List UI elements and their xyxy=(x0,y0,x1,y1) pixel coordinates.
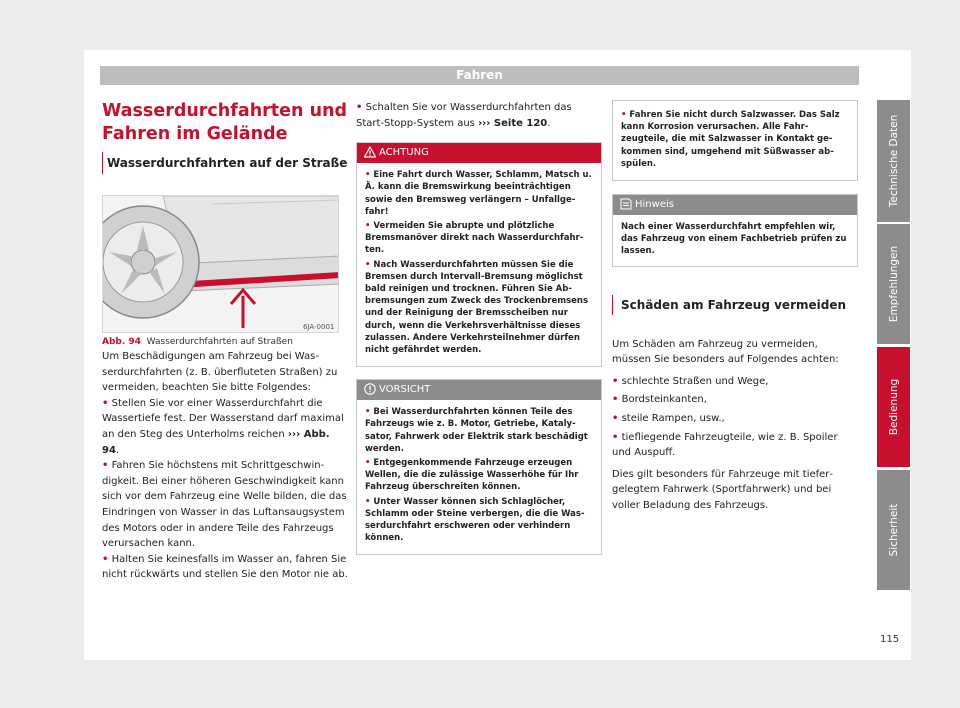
tab-label: Empfehlungen xyxy=(887,245,900,323)
caution-item xyxy=(365,457,593,494)
list-item-text: Stellen Sie vor einer Wasserdurchfahrt die Wassertiefe fest. Der Wasserstand darf maximal an den Steg des Unterholms reichen xyxy=(102,397,344,440)
warning-item-text: Vermeiden Sie abrupte und plötzliche Bremsmanöver direkt nach Wasserdurchfahrten. xyxy=(365,221,584,256)
figure-code: 6JA-0001 xyxy=(303,323,335,331)
bullet-icon: • xyxy=(612,413,619,424)
bullet-icon: • xyxy=(621,110,627,120)
list-item xyxy=(102,458,348,552)
caution-header xyxy=(357,380,601,400)
info-icon xyxy=(620,198,632,210)
caution-box-continued xyxy=(612,100,858,181)
list-item xyxy=(612,430,858,461)
list-item-text: schlechte Straßen und Wege, xyxy=(621,375,769,387)
note-header xyxy=(613,195,857,215)
list-item: • Stellen Sie vor einer Wasserdurchfahrt die Wassertiefe fest. Der Wasserstand darf maximal an den Steg des Unterholms reichen ››› Abb. 94. xyxy=(102,397,344,456)
damage-list xyxy=(612,374,858,461)
list-item-text: steile Rampen, usw., xyxy=(621,413,725,424)
bullet-icon: • xyxy=(102,397,109,409)
tab-empfehlungen[interactable] xyxy=(877,224,910,344)
bullet-icon: • xyxy=(612,375,619,387)
list-item-text: Fahren Sie höchstens mit Schrittgeschwindigkeit. Bei einer höheren Geschwindigkeit kann sich vor dem Fahrzeug eine Welle bilden, die das Eindringen von Wasser in das Luftansaugsystem des Motors oder in andere Teile des Fahrzeugs verursachen kann. xyxy=(102,460,347,550)
figure-caption xyxy=(102,335,348,349)
caution-icon xyxy=(364,383,376,395)
list-item-text: Halten Sie keinesfalls im Wasser an, fahren Sie nicht rückwärts und stellen Sie den Motor nie ab. xyxy=(102,553,348,581)
caution-item-text: Fahren Sie nicht durch Salzwasser. Das Salz kann Korrosion verursachen. Alle Fahrzeugteile, die mit Salzwasser in Kontakt gekommen sind, umgehend mit Süßwasser abspülen. xyxy=(621,110,840,169)
car-sill-illustration xyxy=(103,196,339,333)
subsection-title: Wasserdurchfahrten auf der Straße xyxy=(102,152,348,174)
caution-item-text: Bei Wasserdurchfahrten können Teile des Fahrzeugs wie z. B. Motor, Getriebe, Katalysator, Fahrwerk oder Elektrik stark beschädigt werden. xyxy=(365,407,588,454)
bullet-icon: • xyxy=(365,407,371,418)
tab-bedienung[interactable] xyxy=(877,347,910,467)
intro-paragraph: Um Beschädigungen am Fahrzeug bei Wasserdurchfahrten (z. B. überfluteten Straßen) zu vermeiden, beachten Sie bitte Folgendes: xyxy=(102,351,338,394)
list-item-text: Bordsteinkanten, xyxy=(621,394,707,406)
caution-item-text: Entgegenkommende Fahrzeuge erzeugen Wellen, die die zulässige Wasserhöhe für Ihr Fahrzeug überschreiten können. xyxy=(365,458,579,493)
figure-wading-illustration xyxy=(102,195,339,333)
section-title-line1: Wasserdurchfahrten und xyxy=(102,101,348,121)
bullet-icon: • xyxy=(365,458,371,469)
caution-body-continued xyxy=(613,101,857,180)
tab-sicherheit[interactable] xyxy=(877,470,910,590)
warning-item-text: Nach Wasserdurchfahrten müssen Sie die Bremsen durch Intervall-Bremsung möglichst bald reinigen und trocknen. Führen Sie Abbremsungen zum Zweck des Trockenbremsens und der Reinigung der Bremsscheiben nur durch, wenn die Verkehrsverhältnisse dieses zulassen. Andere Verkehrsteilnehmer dürfen nicht gefährdet werden. xyxy=(365,259,589,356)
warning-header xyxy=(357,143,601,163)
figure-caption-text: Wasserdurchfahrten auf Straßen xyxy=(146,337,293,347)
warning-box xyxy=(356,142,602,367)
section-title-line2: Fahren im Gelände xyxy=(102,124,288,144)
caution-item-text: Unter Wasser können sich Schlaglöcher, Schlamm oder Steine verbergen, die die Wasserdurchfahrt erschweren oder verhindern können. xyxy=(365,496,585,544)
warning-label: ACHTUNG xyxy=(379,147,429,159)
warning-item xyxy=(365,220,593,257)
column-middle xyxy=(356,100,602,555)
warning-item xyxy=(365,259,593,357)
bullet-icon: • xyxy=(365,496,371,507)
chapter-header: Fahren xyxy=(100,66,859,85)
bullet-icon: • xyxy=(365,170,371,181)
page-number: 115 xyxy=(880,634,900,645)
damage-intro-paragraph: Um Schäden am Fahrzeug zu vermeiden, müssen Sie besonders auf Folgendes achten: xyxy=(612,338,839,366)
list-item-text: Schalten Sie vor Wasserdurchfahrten das Start-Stopp-System aus xyxy=(356,102,572,129)
caution-item xyxy=(365,406,593,455)
column-right xyxy=(612,100,858,514)
tab-label: Bedienung xyxy=(887,378,900,436)
warning-body xyxy=(357,163,601,366)
figure-label: Abb. 94 xyxy=(102,337,141,347)
note-box xyxy=(612,194,858,267)
list-item xyxy=(612,392,858,408)
tab-label: Technische Daten xyxy=(887,114,900,208)
bullet-icon: • xyxy=(365,221,371,231)
list-item xyxy=(102,552,348,583)
caution-item xyxy=(621,109,849,170)
tab-label: Sicherheit xyxy=(887,503,900,557)
note-body: Nach einer Wasserdurchfahrt empfehlen wir, das Fahrzeug von einem Fachbetrieb prüfen zu lassen. xyxy=(621,222,847,257)
caution-box xyxy=(356,379,602,555)
caution-item xyxy=(365,496,593,545)
bullet-icon: • xyxy=(612,431,619,443)
bullet-icon: • xyxy=(365,259,371,270)
bullet-icon: • xyxy=(356,102,363,113)
damage-outro-paragraph: Dies gilt besonders für Fahrzeuge mit tiefergelegtem Fahrwerk (Sportfahrwerk) und bei voller Beladung des Fahrzeugs. xyxy=(612,468,834,511)
section-damage-title: Schäden am Fahrzeug vermeiden xyxy=(612,295,858,315)
list-item xyxy=(612,374,858,390)
list-item xyxy=(612,411,858,427)
bullet-icon: • xyxy=(612,394,619,406)
caution-label: VORSICHT xyxy=(379,384,431,396)
figure-reference-link[interactable]: ››› Abb. 94 xyxy=(102,428,330,456)
tab-technische-daten[interactable] xyxy=(877,100,910,222)
warning-triangle-icon xyxy=(364,146,376,158)
section-title xyxy=(102,100,348,146)
bullet-icon: • xyxy=(102,553,109,565)
bullet-icon: • xyxy=(102,460,109,472)
list-item-text: tiefliegende Fahrzeugteile, wie z. B. Spoiler und Auspuff. xyxy=(612,431,838,459)
list-item: • Schalten Sie vor Wasserdurchfahrten das Start-Stopp-System aus ››› Seite 120. xyxy=(356,102,572,129)
note-label: Hinweis xyxy=(635,199,674,211)
page-reference-link[interactable]: ››› Seite 120 xyxy=(478,117,548,129)
caution-body xyxy=(357,400,601,554)
warning-item-text: Eine Fahrt durch Wasser, Schlamm, Matsch u. Ä. kann die Bremswirkung beeinträchtigen sowie den Bremsweg verlängern – Unfallgefahr! xyxy=(365,170,592,217)
warning-item xyxy=(365,169,593,218)
column-left xyxy=(102,100,348,583)
